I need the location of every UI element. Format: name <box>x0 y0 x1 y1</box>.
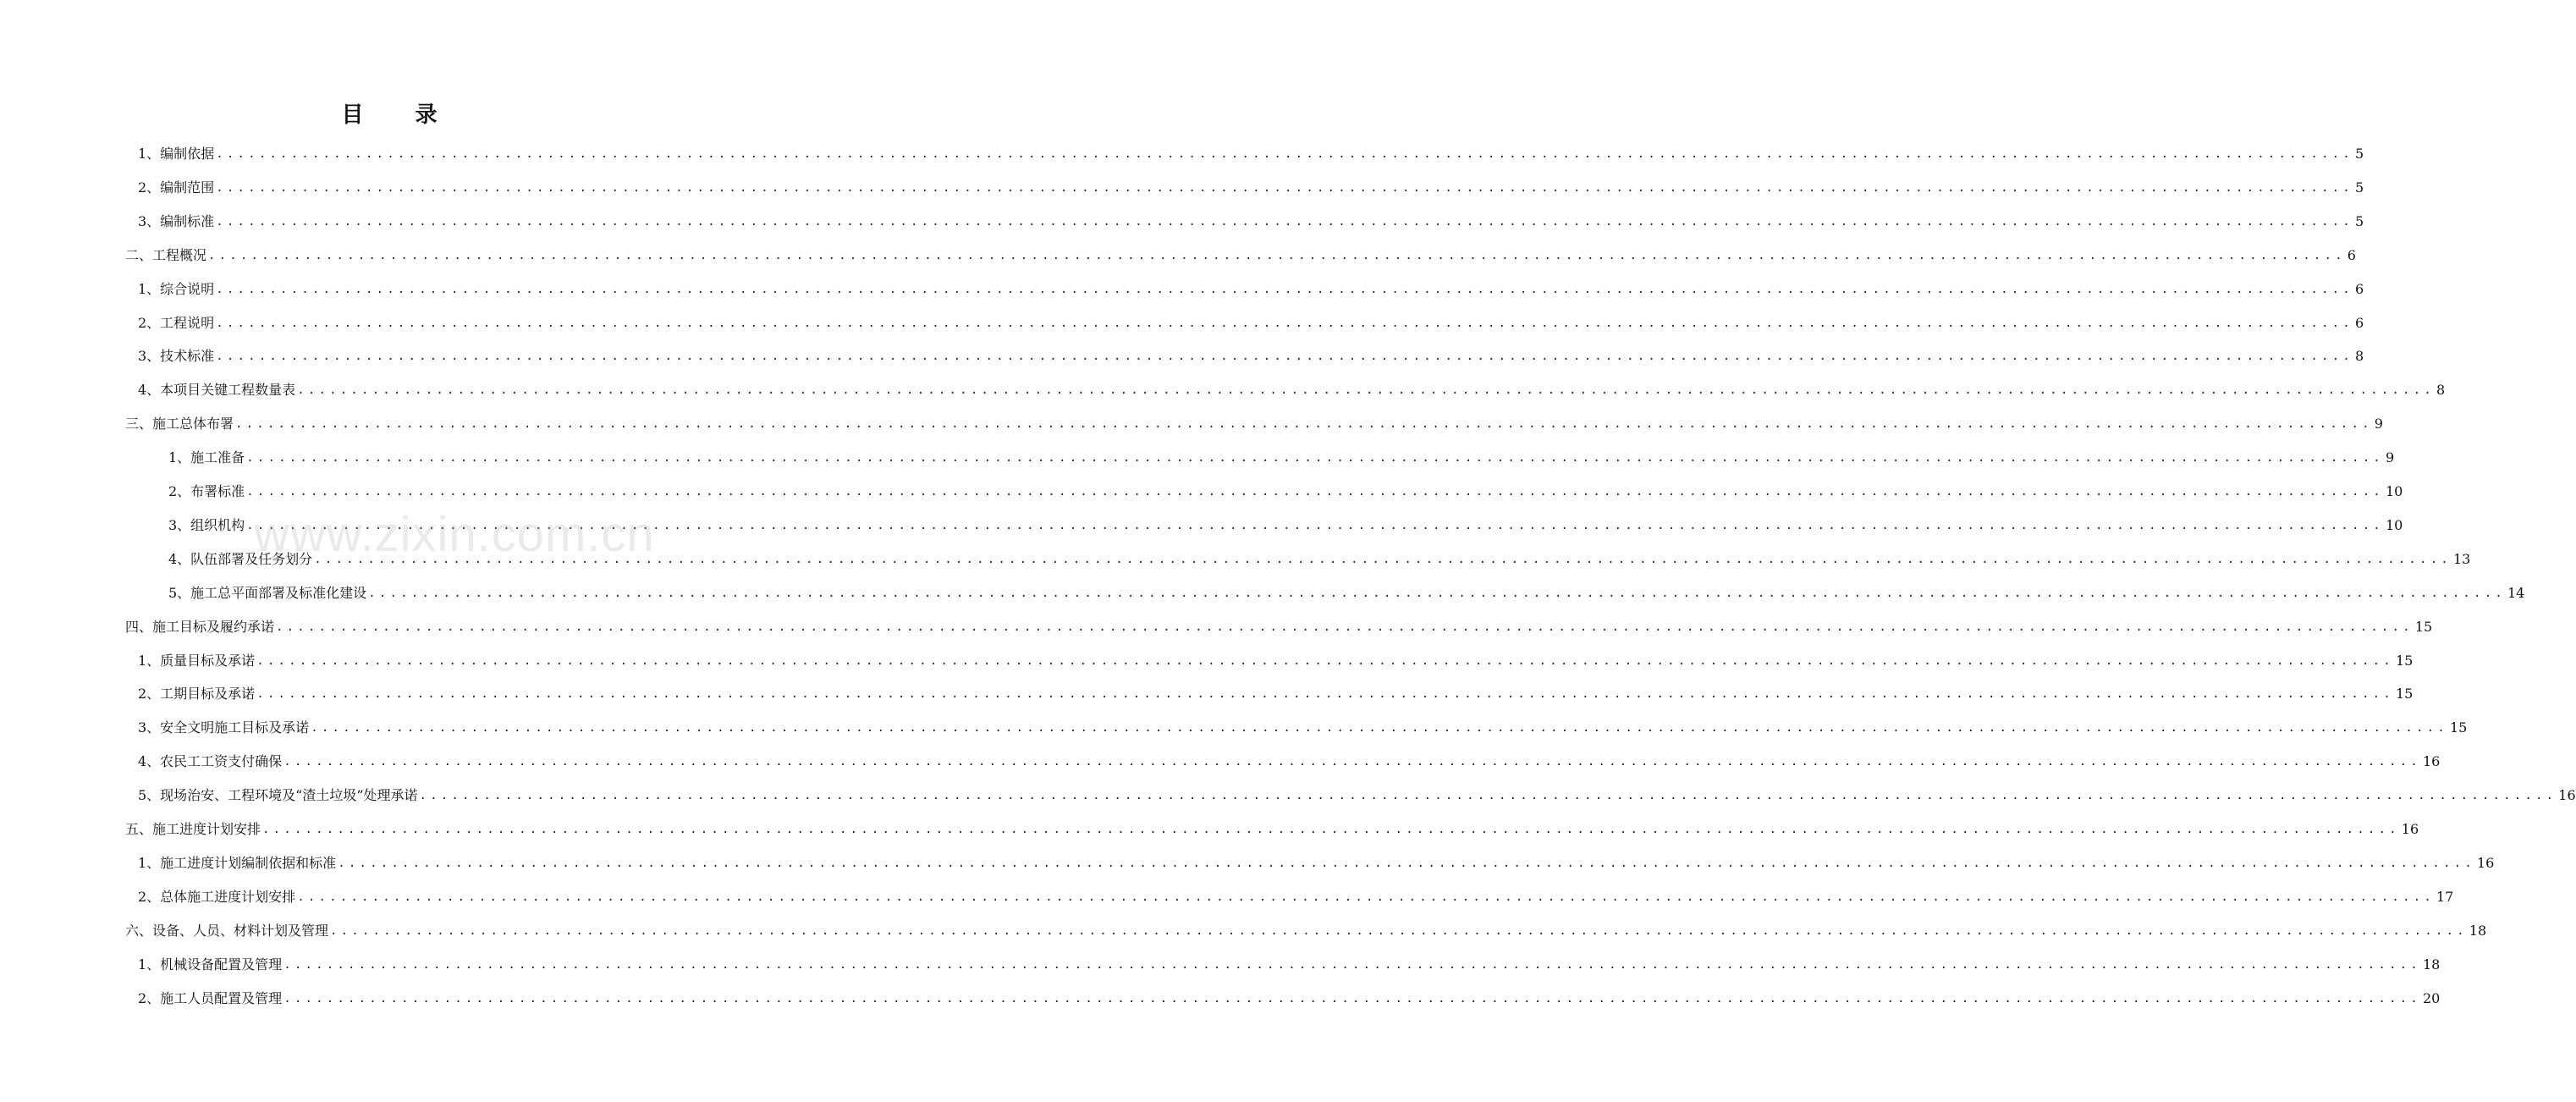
toc-entry[interactable] <box>168 543 2471 576</box>
toc-dot-leader: ........................................................................................................................................................................................................ <box>235 417 2373 432</box>
toc-entry[interactable] <box>138 948 2441 982</box>
toc-entry[interactable] <box>138 779 2576 813</box>
toc-entry-page-number: 17 <box>2436 888 2454 905</box>
toc-entry-page-number: 18 <box>2469 922 2487 939</box>
toc-dot-leader: ........................................................................................................................................................................................................ <box>283 957 2421 972</box>
toc-entry-label: 1、编制依据 <box>138 146 215 162</box>
toc-dot-leader: ........................................................................................................................................................................................................ <box>338 856 2475 870</box>
toc-entry-label: 3、编制标准 <box>138 212 215 229</box>
toc-entry-label: 五、施工进度计划安排 <box>125 821 261 837</box>
toc-entry[interactable] <box>138 711 2468 745</box>
toc-entry-page-number: 10 <box>2385 516 2403 533</box>
toc-entry-label: 2、总体施工进度计划安排 <box>138 888 296 905</box>
toc-entry[interactable] <box>125 813 2419 846</box>
toc-entry-label: 4、队伍部署及任务划分 <box>168 550 313 567</box>
toc-dot-leader: ........................................................................................................................................................................................................ <box>262 823 2400 836</box>
toc-dot-leader: ........................................................................................................................................................................................................ <box>368 586 2506 600</box>
toc-entry-page-number: 8 <box>2436 382 2446 399</box>
toc-entry[interactable] <box>138 982 2441 1016</box>
toc-dot-leader: ........................................................................................................................................................................................................ <box>246 451 2384 466</box>
toc-dot-leader: ........................................................................................................................................................................................................ <box>283 755 2421 769</box>
toc-entry[interactable] <box>168 441 2395 475</box>
toc-entry[interactable] <box>168 475 2403 509</box>
toc-entry-page-number: 15 <box>2414 618 2433 635</box>
toc-entry[interactable] <box>138 745 2441 779</box>
toc-entry-label: 2、工期目标及承诺 <box>138 686 256 703</box>
toc-entry-page-number: 6 <box>2347 246 2356 263</box>
toc-entry-page-number: 5 <box>2354 146 2364 162</box>
toc-entry-label: 1、施工进度计划编制依据和标准 <box>138 854 337 871</box>
watermark: www.zixin.com.cn <box>254 507 655 562</box>
toc-dot-leader: ........................................................................................................................................................................................................ <box>216 316 2353 330</box>
toc-entry-page-number: 20 <box>2422 989 2441 1006</box>
toc-entry-label: 六、设备、人员、材料计划及管理 <box>125 922 329 939</box>
toc-entry[interactable] <box>138 306 2364 340</box>
toc-entry-label: 三、施工总体布署 <box>125 416 234 433</box>
toc-dot-leader: ........................................................................................................................................................................................................ <box>256 653 2394 668</box>
toc-entry-page-number: 16 <box>2422 753 2441 770</box>
toc-dot-leader: ........................................................................................................................................................................................................ <box>314 552 2452 566</box>
toc-entry-label: 2、布署标准 <box>168 483 245 499</box>
toc-entry[interactable] <box>138 273 2364 306</box>
toc-entry[interactable] <box>138 644 2414 678</box>
toc-dot-leader: ........................................................................................................................................................................................................ <box>216 214 2353 229</box>
toc-entry-page-number: 15 <box>2395 652 2414 669</box>
toc-entry[interactable] <box>125 239 2356 273</box>
toc-entry-label: 3、组织机构 <box>168 516 245 533</box>
toc-entry-page-number: 14 <box>2507 584 2525 601</box>
toc-dot-leader: ........................................................................................................................................................................................................ <box>283 991 2421 1006</box>
toc-entry[interactable] <box>125 610 2433 644</box>
toc-entry[interactable] <box>138 846 2495 880</box>
toc-entry[interactable] <box>125 914 2487 948</box>
toc-dot-leader: ........................................................................................................................................................................................................ <box>216 350 2353 364</box>
toc-entry-label: 2、编制范围 <box>138 179 215 196</box>
toc-dot-leader: ........................................................................................................................................................................................................ <box>208 248 2346 262</box>
toc-entry-page-number: 15 <box>2449 719 2468 736</box>
toc-entry[interactable] <box>138 339 2364 373</box>
toc-entry[interactable] <box>125 407 2383 441</box>
toc-dot-leader: ........................................................................................................................................................................................................ <box>256 687 2394 702</box>
toc-entry[interactable] <box>168 576 2525 610</box>
toc-entry-label: 1、综合说明 <box>138 280 215 297</box>
toc-entry-page-number: 18 <box>2422 956 2441 973</box>
toc-dot-leader: ........................................................................................................................................................................................................ <box>297 383 2435 398</box>
toc-dot-leader: ........................................................................................................................................................................................................ <box>311 721 2448 736</box>
toc-entry-page-number: 6 <box>2354 280 2364 297</box>
toc-entry-page-number: 16 <box>2558 787 2576 804</box>
toc-entry[interactable] <box>168 509 2403 543</box>
toc-entry-label: 5、施工总平面部署及标准化建设 <box>168 584 367 601</box>
toc-entry-label: 4、本项目关键工程数量表 <box>138 382 296 399</box>
toc-entry-page-number: 8 <box>2354 348 2364 365</box>
toc-entry-label: 2、施工人员配置及管理 <box>138 989 283 1006</box>
toc-entry-page-number: 10 <box>2385 483 2403 499</box>
toc-entry-page-number: 13 <box>2452 550 2471 567</box>
toc-entry-label: 4、农民工工资支付确保 <box>138 753 283 770</box>
toc-entry-page-number: 9 <box>2385 449 2395 466</box>
toc-dot-leader: ........................................................................................................................................................................................................ <box>419 789 2557 803</box>
toc-entry-label: 3、安全文明施工目标及承诺 <box>138 719 310 736</box>
page-title: 目 录 <box>341 102 460 128</box>
toc-entry-label: 四、施工目标及履约承诺 <box>125 618 275 635</box>
toc-entry-label: 5、现场治安、工程环境及“渣土垃圾”处理承诺 <box>138 787 418 804</box>
toc-dot-leader: ........................................................................................................................................................................................................ <box>216 282 2353 296</box>
toc-dot-leader: ........................................................................................................................................................................................................ <box>276 620 2414 634</box>
toc-entry-page-number: 15 <box>2395 686 2414 703</box>
toc-entry[interactable] <box>138 677 2414 711</box>
toc-dot-leader: ........................................................................................................................................................................................................ <box>297 890 2435 904</box>
toc-entry-page-number: 5 <box>2354 212 2364 229</box>
toc-entry-page-number: 9 <box>2374 416 2383 433</box>
toc-dot-leader: ........................................................................................................................................................................................................ <box>246 518 2384 532</box>
toc-entry-label: 二、工程概况 <box>125 246 207 263</box>
toc-entry-label: 3、技术标准 <box>138 348 215 365</box>
toc-dot-leader: ........................................................................................................................................................................................................ <box>216 147 2353 161</box>
toc-entry-label: 1、质量目标及承诺 <box>138 652 256 669</box>
toc-dot-leader: ........................................................................................................................................................................................................ <box>246 485 2384 499</box>
toc-entry-label: 1、施工准备 <box>168 449 245 466</box>
toc-entry[interactable] <box>138 137 2364 171</box>
toc-dot-leader: ........................................................................................................................................................................................................ <box>216 180 2353 195</box>
toc-entry[interactable] <box>138 880 2454 914</box>
toc-entry[interactable] <box>138 205 2364 239</box>
toc-entry-page-number: 16 <box>2476 854 2495 871</box>
toc-entry-page-number: 5 <box>2354 179 2364 196</box>
toc-entry[interactable] <box>138 373 2446 407</box>
toc-dot-leader: ........................................................................................................................................................................................................ <box>330 923 2468 938</box>
toc-entry-page-number: 16 <box>2401 821 2419 837</box>
toc-entry-page-number: 6 <box>2354 314 2364 331</box>
toc-entry[interactable] <box>138 171 2364 205</box>
toc-entry-label: 2、工程说明 <box>138 314 215 331</box>
toc-entry-label: 1、机械设备配置及管理 <box>138 956 283 973</box>
